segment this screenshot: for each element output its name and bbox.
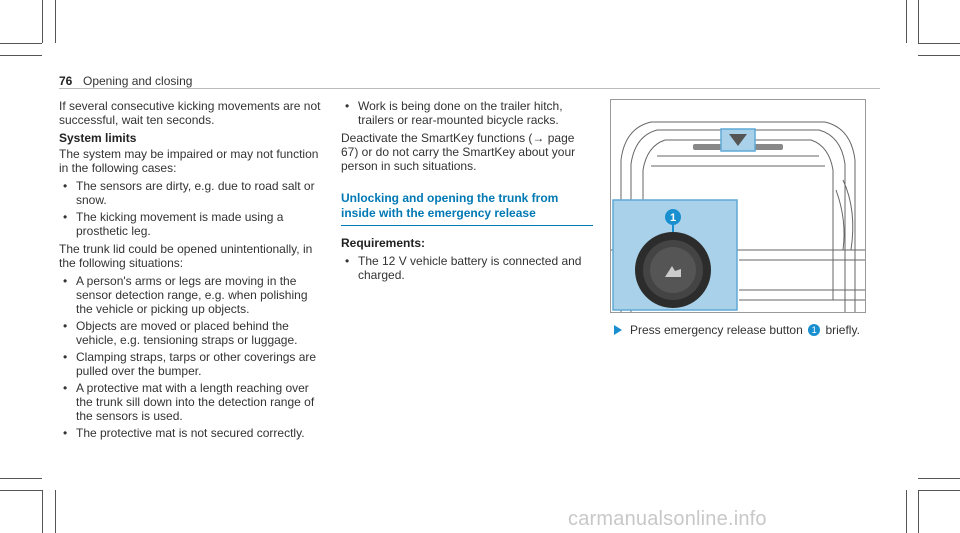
requirements-list	[341, 254, 593, 282]
callout-number: 1	[669, 212, 677, 224]
list-item: • A protective mat with a length reaching over the trunk sill down into the detection range of the sensors is used.	[59, 381, 327, 423]
crop-mark	[918, 490, 960, 491]
list-item: • Work is being done on the trailer hitch, trailers or rear-mounted bicycle racks.	[341, 99, 593, 127]
trunk-drawing	[611, 100, 865, 312]
continued-situations-list	[341, 99, 593, 127]
crop-mark	[918, 478, 960, 479]
page-number: 76	[59, 74, 73, 88]
list-item: • The kicking movement is made using a prosthetic leg.	[59, 210, 327, 238]
impaired-cases-list	[59, 179, 327, 238]
crop-mark	[906, 0, 907, 43]
running-header	[59, 72, 880, 89]
system-limits-heading: System limits	[59, 131, 137, 145]
list-item: • The sensors are dirty, e.g. due to road salt or snow.	[59, 179, 327, 207]
crop-mark	[0, 43, 42, 44]
callout-badge-inline: 1	[808, 324, 820, 336]
deactivate-paragraph: Deactivate the SmartKey functions (→ page 67) or do not carry the SmartKey about your person in such situations.	[341, 131, 576, 173]
trunk-illustration	[610, 99, 866, 313]
list-item: • A person's arms or legs are moving in the sensor detection range, e.g. when polishing the vehicle or picking up objects.	[59, 274, 327, 316]
crop-mark	[42, 0, 43, 43]
crop-mark	[0, 55, 42, 56]
crop-mark	[906, 490, 907, 533]
action-text: Press emergency release button	[630, 323, 803, 337]
crop-mark	[55, 490, 56, 533]
list-item: • The 12 V vehicle battery is connected and charged.	[341, 254, 593, 282]
page-title: Opening and closing	[83, 74, 193, 88]
list-item: • Clamping straps, tarps or other coverings are pulled over the bumper.	[59, 350, 327, 378]
impaired-paragraph: The system may be impaired or may not function in the following cases:	[59, 147, 319, 175]
column-left	[59, 99, 327, 444]
section-heading: Unlocking and opening the trunk from inside with the emergency release	[341, 191, 593, 226]
crop-mark	[55, 0, 56, 43]
crop-mark	[918, 0, 919, 43]
crop-mark	[918, 490, 919, 533]
unintentional-paragraph: The trunk lid could be opened unintentionally, in the following situations:	[59, 242, 313, 270]
crop-mark	[0, 490, 42, 491]
crop-mark	[42, 490, 43, 533]
unintentional-situations-list	[59, 274, 327, 440]
crop-mark	[918, 55, 960, 56]
column-middle	[341, 99, 593, 286]
list-item: • Objects are moved or placed behind the vehicle, e.g. tensioning straps or luggage.	[59, 319, 327, 347]
watermark: carmanualsonline.info	[568, 508, 767, 530]
requirements-label: Requirements:	[341, 236, 426, 250]
intro-paragraph: If several consecutive kicking movements are not successful, wait ten seconds.	[59, 99, 321, 127]
action-text-end: briefly.	[825, 323, 860, 337]
action-step	[610, 323, 860, 337]
list-item: • The protective mat is not secured correctly.	[59, 426, 327, 440]
crop-mark	[0, 478, 42, 479]
action-arrow-icon	[614, 325, 622, 335]
crop-mark	[918, 43, 960, 44]
